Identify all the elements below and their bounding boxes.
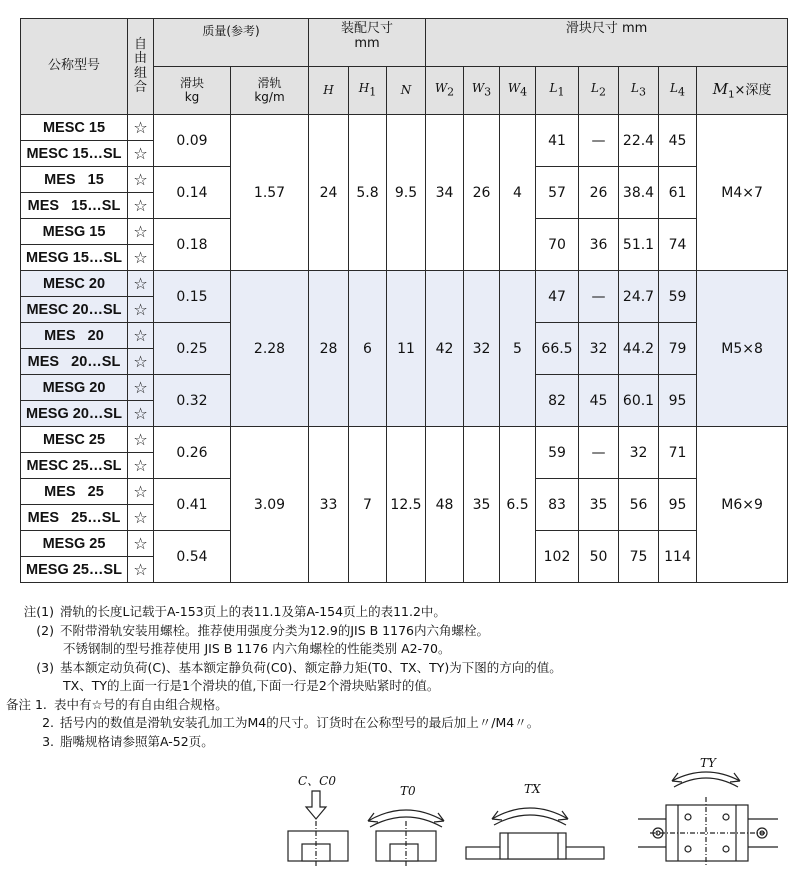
model-cell: MESG 15 xyxy=(21,219,128,245)
dim-L4-cell: 95 xyxy=(659,375,697,427)
model-cell: MESG 25…SL xyxy=(21,557,128,583)
block-mass-cell: 0.41 xyxy=(154,479,231,531)
header-N: N xyxy=(387,67,426,115)
block-mass-cell: 0.25 xyxy=(154,323,231,375)
dim-L3-cell: 38.4 xyxy=(619,167,659,219)
free-combo-star: ☆ xyxy=(128,557,154,583)
dim-L1-cell: 102 xyxy=(536,531,579,583)
ty-arrow-icon xyxy=(672,772,740,787)
model-cell: MES 25…SL xyxy=(21,505,128,531)
free-combo-star: ☆ xyxy=(128,427,154,453)
rail-mass-cell: 1.57 xyxy=(231,115,309,271)
dim-W2-cell: 48 xyxy=(426,427,464,583)
header-block-dims: 滑块尺寸 mm xyxy=(426,19,788,67)
header-free-combo: 自由组合 xyxy=(128,19,154,115)
free-combo-star: ☆ xyxy=(128,453,154,479)
model-cell: MESC 25…SL xyxy=(21,453,128,479)
group-15 xyxy=(21,115,788,271)
free-combo-star: ☆ xyxy=(128,505,154,531)
dim-L3-cell: 56 xyxy=(619,479,659,531)
dim-L4-cell: 79 xyxy=(659,323,697,375)
dim-L4-cell: 45 xyxy=(659,115,697,167)
dim-L3-cell: 22.4 xyxy=(619,115,659,167)
free-combo-star: ☆ xyxy=(128,141,154,167)
header-mass-rail: 滑轨 kg/m xyxy=(231,67,309,115)
dim-H1-cell: 7 xyxy=(349,427,387,583)
free-combo-star: ☆ xyxy=(128,479,154,505)
free-combo-star: ☆ xyxy=(128,297,154,323)
free-combo-star: ☆ xyxy=(128,401,154,427)
block-mass-cell: 0.54 xyxy=(154,531,231,583)
header-M1: $M_1\times$深度 xyxy=(697,67,788,115)
remark-1: 备注 1. 表中有☆号的有自由组合规格。 xyxy=(6,696,228,712)
dim-W3-cell: 32 xyxy=(464,271,500,427)
dim-H-cell: 33 xyxy=(309,427,349,583)
header-L2: $L_2$ xyxy=(579,67,619,115)
dim-L1-cell: 57 xyxy=(536,167,579,219)
free-combo-star: ☆ xyxy=(128,375,154,401)
dim-N-cell: 11 xyxy=(387,271,426,427)
header-mass-block: 滑块 kg xyxy=(154,67,231,115)
remark-2: 2. 括号内的数值是滑轨安装孔加工为M4的尺寸。订货时在公称型号的最后加上〃/M4〃。 xyxy=(42,715,540,730)
free-combo-star: ☆ xyxy=(128,349,154,375)
note-1: 注(1) 滑轨的长度L记载于A-153页上的表11.1及第A-154页上的表11.2中。 xyxy=(23,604,446,619)
notes-section xyxy=(6,603,786,751)
header-model: 公称型号 xyxy=(21,19,128,115)
model-cell: MESC 20 xyxy=(21,271,128,297)
label-t0: T0 xyxy=(400,784,416,798)
dim-L1-cell: 66.5 xyxy=(536,323,579,375)
free-combo-star: ☆ xyxy=(128,219,154,245)
model-cell: MESC 25 xyxy=(21,427,128,453)
tx-arrow-icon xyxy=(492,808,568,825)
dim-W4-cell: 4 xyxy=(500,115,536,271)
dim-W4-cell: 5 xyxy=(500,271,536,427)
dim-L3-cell: 60.1 xyxy=(619,375,659,427)
header-L1: $L_1$ xyxy=(536,67,579,115)
dim-L3-cell: 75 xyxy=(619,531,659,583)
model-cell: MESG 20…SL xyxy=(21,401,128,427)
label-tx: TX xyxy=(524,782,541,796)
note-2: (2) 不附带滑轨安装用螺栓。推荐使用强度分类为12.9的JIS B 1176内六角螺栓。 xyxy=(36,622,489,638)
header-L4: $L_4$ xyxy=(659,67,697,115)
group-25 xyxy=(21,427,788,583)
dim-L4-cell: 114 xyxy=(659,531,697,583)
model-cell: MESC 20…SL xyxy=(21,297,128,323)
dim-W3-cell: 35 xyxy=(464,427,500,583)
header-L3: $L_3$ xyxy=(619,67,659,115)
model-cell: MESC 15 xyxy=(21,115,128,141)
dim-L2-cell: 50 xyxy=(579,531,619,583)
header-W2: $W_2$ xyxy=(426,67,464,115)
dim-L4-cell: 71 xyxy=(659,427,697,479)
dim-L1-cell: 47 xyxy=(536,271,579,323)
dim-H1-cell: 6 xyxy=(349,271,387,427)
model-cell: MES 25 xyxy=(21,479,128,505)
label-load: C、C0 xyxy=(298,774,336,788)
free-combo-star: ☆ xyxy=(128,115,154,141)
free-combo-star: ☆ xyxy=(128,167,154,193)
dim-W2-cell: 34 xyxy=(426,115,464,271)
header-mass: 质量(参考) xyxy=(154,19,309,67)
block-mass-cell: 0.18 xyxy=(154,219,231,271)
table-row xyxy=(21,427,788,453)
block-mass-cell: 0.26 xyxy=(154,427,231,479)
dim-L2-cell: — xyxy=(579,427,619,479)
dim-H-cell: 28 xyxy=(309,271,349,427)
dim-L3-cell: 32 xyxy=(619,427,659,479)
rail-mass-cell: 3.09 xyxy=(231,427,309,583)
dim-L2-cell: 45 xyxy=(579,375,619,427)
dim-L3-cell: 44.2 xyxy=(619,323,659,375)
model-cell: MESC 15…SL xyxy=(21,141,128,167)
dim-L4-cell: 61 xyxy=(659,167,697,219)
dim-W3-cell: 26 xyxy=(464,115,500,271)
dim-L4-cell: 74 xyxy=(659,219,697,271)
spec-table xyxy=(20,18,788,583)
model-cell: MES 15 xyxy=(21,167,128,193)
dim-M1-cell: M4×7 xyxy=(697,115,788,271)
dim-M1-cell: M6×9 xyxy=(697,427,788,583)
model-cell: MES 20…SL xyxy=(21,349,128,375)
load-direction-figure xyxy=(270,755,790,883)
dim-L2-cell: 26 xyxy=(579,167,619,219)
dim-L1-cell: 70 xyxy=(536,219,579,271)
free-combo-star: ☆ xyxy=(128,531,154,557)
label-ty: TY xyxy=(700,756,716,770)
dim-L1-cell: 82 xyxy=(536,375,579,427)
model-cell: MES 20 xyxy=(21,323,128,349)
model-cell: MESG 25 xyxy=(21,531,128,557)
dim-L4-cell: 95 xyxy=(659,479,697,531)
header-H1: $H_1$ xyxy=(349,67,387,115)
model-cell: MESG 20 xyxy=(21,375,128,401)
dim-L2-cell: 35 xyxy=(579,479,619,531)
free-combo-star: ☆ xyxy=(128,323,154,349)
dim-N-cell: 12.5 xyxy=(387,427,426,583)
dim-L2-cell: — xyxy=(579,271,619,323)
note-3: (3) 基本额定动负荷(C)、基本额定静负荷(C0)、额定静力矩(T0、TX、TY)为下图的方向的值。 xyxy=(36,659,562,675)
dim-H1-cell: 5.8 xyxy=(349,115,387,271)
dim-W2-cell: 42 xyxy=(426,271,464,427)
free-combo-star: ☆ xyxy=(128,193,154,219)
dim-W4-cell: 6.5 xyxy=(500,427,536,583)
free-combo-star: ☆ xyxy=(128,271,154,297)
remark-3: 3. 脂嘴规格请参照第A-52页。 xyxy=(42,733,214,749)
dim-L2-cell: 32 xyxy=(579,323,619,375)
dim-L3-cell: 51.1 xyxy=(619,219,659,271)
header-W4: $W_4$ xyxy=(500,67,536,115)
header-assembly: 装配尺寸 mm xyxy=(309,19,426,67)
header-H: H xyxy=(309,67,349,115)
model-cell: MES 15…SL xyxy=(21,193,128,219)
dim-L2-cell: — xyxy=(579,115,619,167)
block-mass-cell: 0.32 xyxy=(154,375,231,427)
model-cell: MESG 15…SL xyxy=(21,245,128,271)
dim-L2-cell: 36 xyxy=(579,219,619,271)
group-20 xyxy=(21,271,788,427)
table-row xyxy=(21,115,788,141)
block-mass-cell: 0.15 xyxy=(154,271,231,323)
table-row xyxy=(21,271,788,297)
dim-L3-cell: 24.7 xyxy=(619,271,659,323)
note-3-cont: TX、TY的上面一行是1个滑块的值,下面一行是2个滑块贴紧时的值。 xyxy=(63,678,440,693)
dim-L1-cell: 41 xyxy=(536,115,579,167)
dim-L1-cell: 59 xyxy=(536,427,579,479)
block-mass-cell: 0.14 xyxy=(154,167,231,219)
load-arrow-icon xyxy=(306,791,326,819)
free-combo-star: ☆ xyxy=(128,245,154,271)
dim-L4-cell: 59 xyxy=(659,271,697,323)
dim-N-cell: 9.5 xyxy=(387,115,426,271)
block-mass-cell: 0.09 xyxy=(154,115,231,167)
header-W3: $W_3$ xyxy=(464,67,500,115)
note-2-cont: 不锈钢制的型号推荐使用 JIS B 1176 内六角螺栓的性能类别 A2-70。 xyxy=(63,641,451,656)
dim-H-cell: 24 xyxy=(309,115,349,271)
rail-mass-cell: 2.28 xyxy=(231,271,309,427)
dim-L1-cell: 83 xyxy=(536,479,579,531)
dim-M1-cell: M5×8 xyxy=(697,271,788,427)
